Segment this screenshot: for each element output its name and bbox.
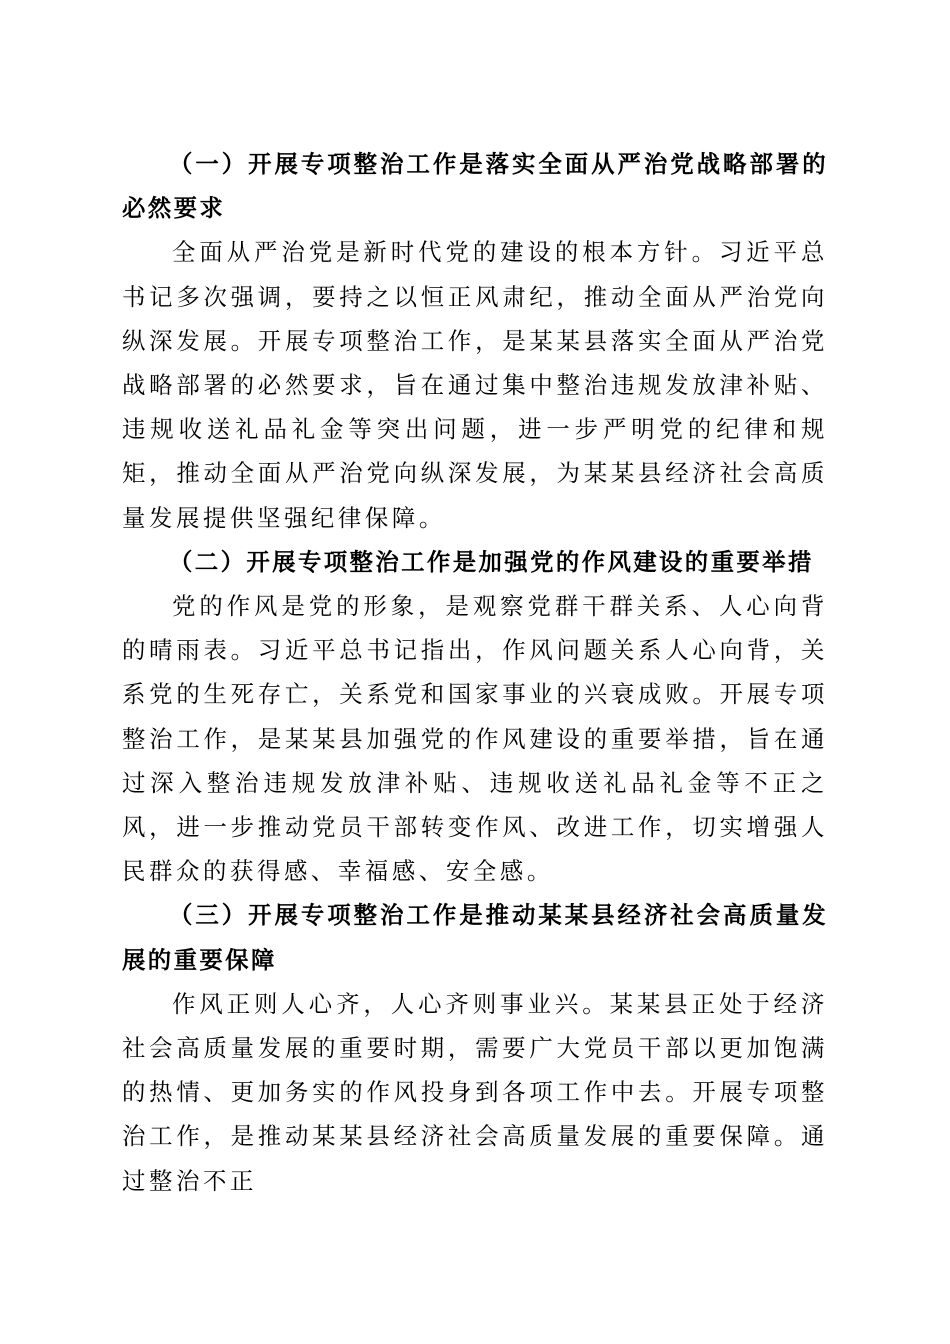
section-heading: （一）开展专项整治工作是落实全面从严治党战略部署的必然要求 <box>122 150 828 223</box>
section-paragraph: 作风正则人心齐，人心齐则事业兴。某某县正处于经济社会高质量发展的重要时期，需要广大党员干部以更加饱满的热情、更加务实的作风投身到各项工作中去。开展专项整治工作，是推动某某县经济社会高质量发展的重要保障。通过整治不正 <box>122 989 828 1195</box>
section-2 <box>122 540 828 894</box>
section-heading: （三）开展专项整治工作是推动某某县经济社会高质量发展的重要保障 <box>122 901 828 974</box>
document-body <box>122 142 828 1203</box>
section-3 <box>122 893 828 1202</box>
section-paragraph: 党的作风是党的形象，是观察党群干群关系、人心向背的晴雨表。习近平总书记指出，作风问题关系人心向背，关系党的生死存亡，关系党和国家事业的兴衰成败。开展专项整治工作，是某某县加强党的作风建设的重要举措，旨在通过深入整治违规发放津补贴、违规收送礼品礼金等不正之风，进一步推动党员干部转变作风、改进工作，切实增强人民群众的获得感、幸福感、安全感。 <box>122 592 828 886</box>
section-1 <box>122 142 828 540</box>
section-paragraph: 全面从严治党是新时代党的建设的根本方针。习近平总书记多次强调，要持之以恒正风肃纪，推动全面从严治党向纵深发展。开展专项整治工作，是某某县落实全面从严治党战略部署的必然要求，旨在通过集中整治违规发放津补贴、违规收送礼品礼金等突出问题，进一步严明党的纪律和规矩，推动全面从严治党向纵深发展，为某某县经济社会高质量发展提供坚强纪律保障。 <box>122 238 828 532</box>
section-heading: （二）开展专项整治工作是加强党的作风建设的重要举措 <box>169 547 814 576</box>
